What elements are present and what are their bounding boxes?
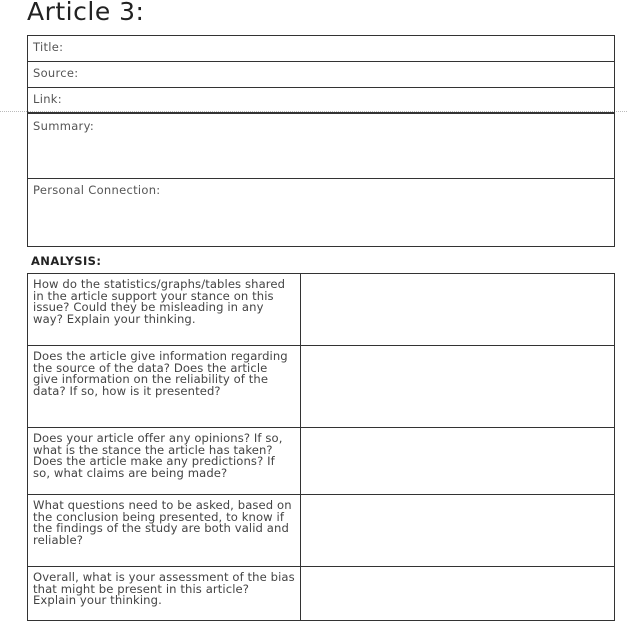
summary-field[interactable] — [28, 115, 614, 179]
analysis-answer-cell[interactable] — [301, 495, 614, 566]
analysis-question: Does the article give information regarding the source of the data? Does the article give information on the reliability of the data? If so, how is it presented? — [28, 346, 301, 427]
analysis-row — [28, 346, 614, 428]
analysis-answer-cell[interactable] — [301, 346, 614, 427]
analysis-row — [28, 567, 614, 620]
page-title: Article 3: — [27, 0, 145, 26]
summary-label: Summary: — [33, 119, 95, 133]
article-info-box — [27, 35, 615, 247]
analysis-heading: ANALYSIS: — [31, 254, 102, 268]
link-label: Link: — [33, 92, 62, 106]
personal-connection-field[interactable] — [28, 179, 614, 246]
analysis-row — [28, 428, 614, 495]
personal-connection-label: Personal Connection: — [33, 183, 161, 197]
analysis-table — [27, 273, 615, 621]
analysis-question: How do the statistics/graphs/tables shared in the article support your stance on this issue? Could they be misleading in any way? Explain your thinking. — [28, 274, 301, 345]
analysis-answer-cell[interactable] — [301, 274, 614, 345]
source-field[interactable] — [28, 62, 614, 88]
analysis-answer-cell[interactable] — [301, 567, 614, 620]
title-field[interactable] — [28, 36, 614, 62]
link-field[interactable] — [28, 88, 614, 114]
analysis-row — [28, 274, 614, 346]
source-label: Source: — [33, 66, 79, 80]
analysis-question: Overall, what is your assessment of the bias that might be present in this article? Explain your thinking. — [28, 567, 301, 620]
analysis-row — [28, 495, 614, 567]
analysis-answer-cell[interactable] — [301, 428, 614, 494]
analysis-question: What questions need to be asked, based on the conclusion being presented, to know if the findings of the study are both valid and reliable? — [28, 495, 301, 566]
title-label: Title: — [33, 40, 64, 54]
analysis-question: Does your article offer any opinions? If so, what is the stance the article has taken? Does the article make any predictions? If so, what claims are being made? — [28, 428, 301, 494]
